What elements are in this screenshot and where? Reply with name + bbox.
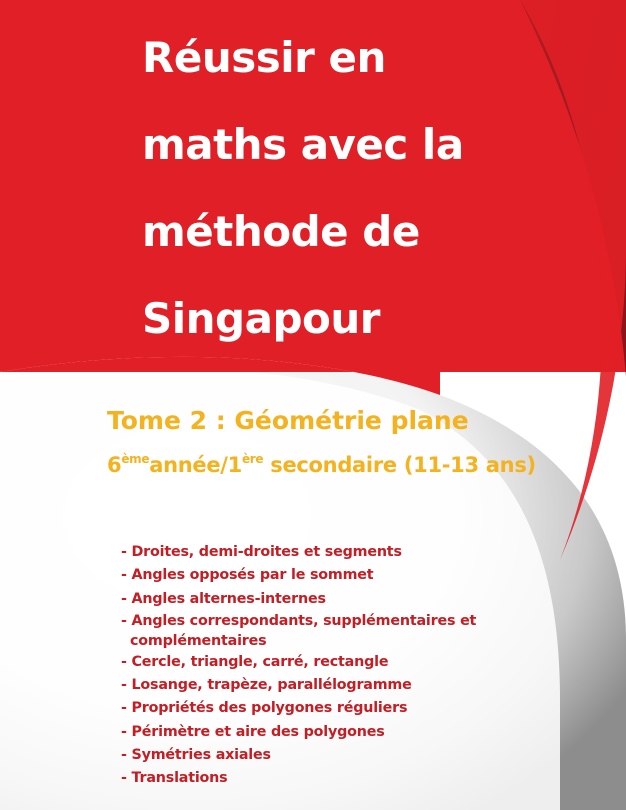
grade-level	[107, 452, 536, 477]
topic-continuation: complémentaires	[130, 632, 267, 649]
title-line: maths avec la	[142, 120, 464, 169]
topic-item: - Angles alternes-internes	[121, 590, 326, 607]
volume-subtitle: Tome 2 : Géométrie plane	[107, 406, 469, 435]
topic-item: - Droites, demi-droites et segments	[121, 544, 402, 560]
topic-item: - Translations	[121, 770, 228, 787]
grade-part: année/1	[149, 453, 242, 477]
topic-text: - Angles correspondants, supplémentaires et	[121, 612, 477, 629]
topic-item: - Symétries axiales	[121, 747, 271, 764]
title-line: méthode de	[142, 207, 420, 256]
grade-part: 6	[107, 453, 122, 477]
topic-item: - Cercle, triangle, carré, rectangle	[121, 653, 389, 670]
grade-superscript: ème	[121, 452, 150, 466]
book-title	[142, 14, 612, 362]
title-line: Singapour	[142, 294, 380, 343]
grade-superscript: ère	[241, 452, 264, 466]
topic-item	[121, 611, 476, 651]
topic-item: - Périmètre et aire des polygones	[121, 723, 385, 740]
topic-item: - Losange, trapèze, parallélogramme	[121, 677, 412, 694]
grade-part: secondaire (11-13 ans)	[263, 453, 536, 477]
topic-item: - Angles opposés par le sommet	[121, 567, 374, 584]
topics-list	[121, 541, 476, 791]
topic-item: - Propriétés des polygones réguliers	[121, 700, 408, 717]
title-line: Réussir en	[142, 33, 386, 82]
